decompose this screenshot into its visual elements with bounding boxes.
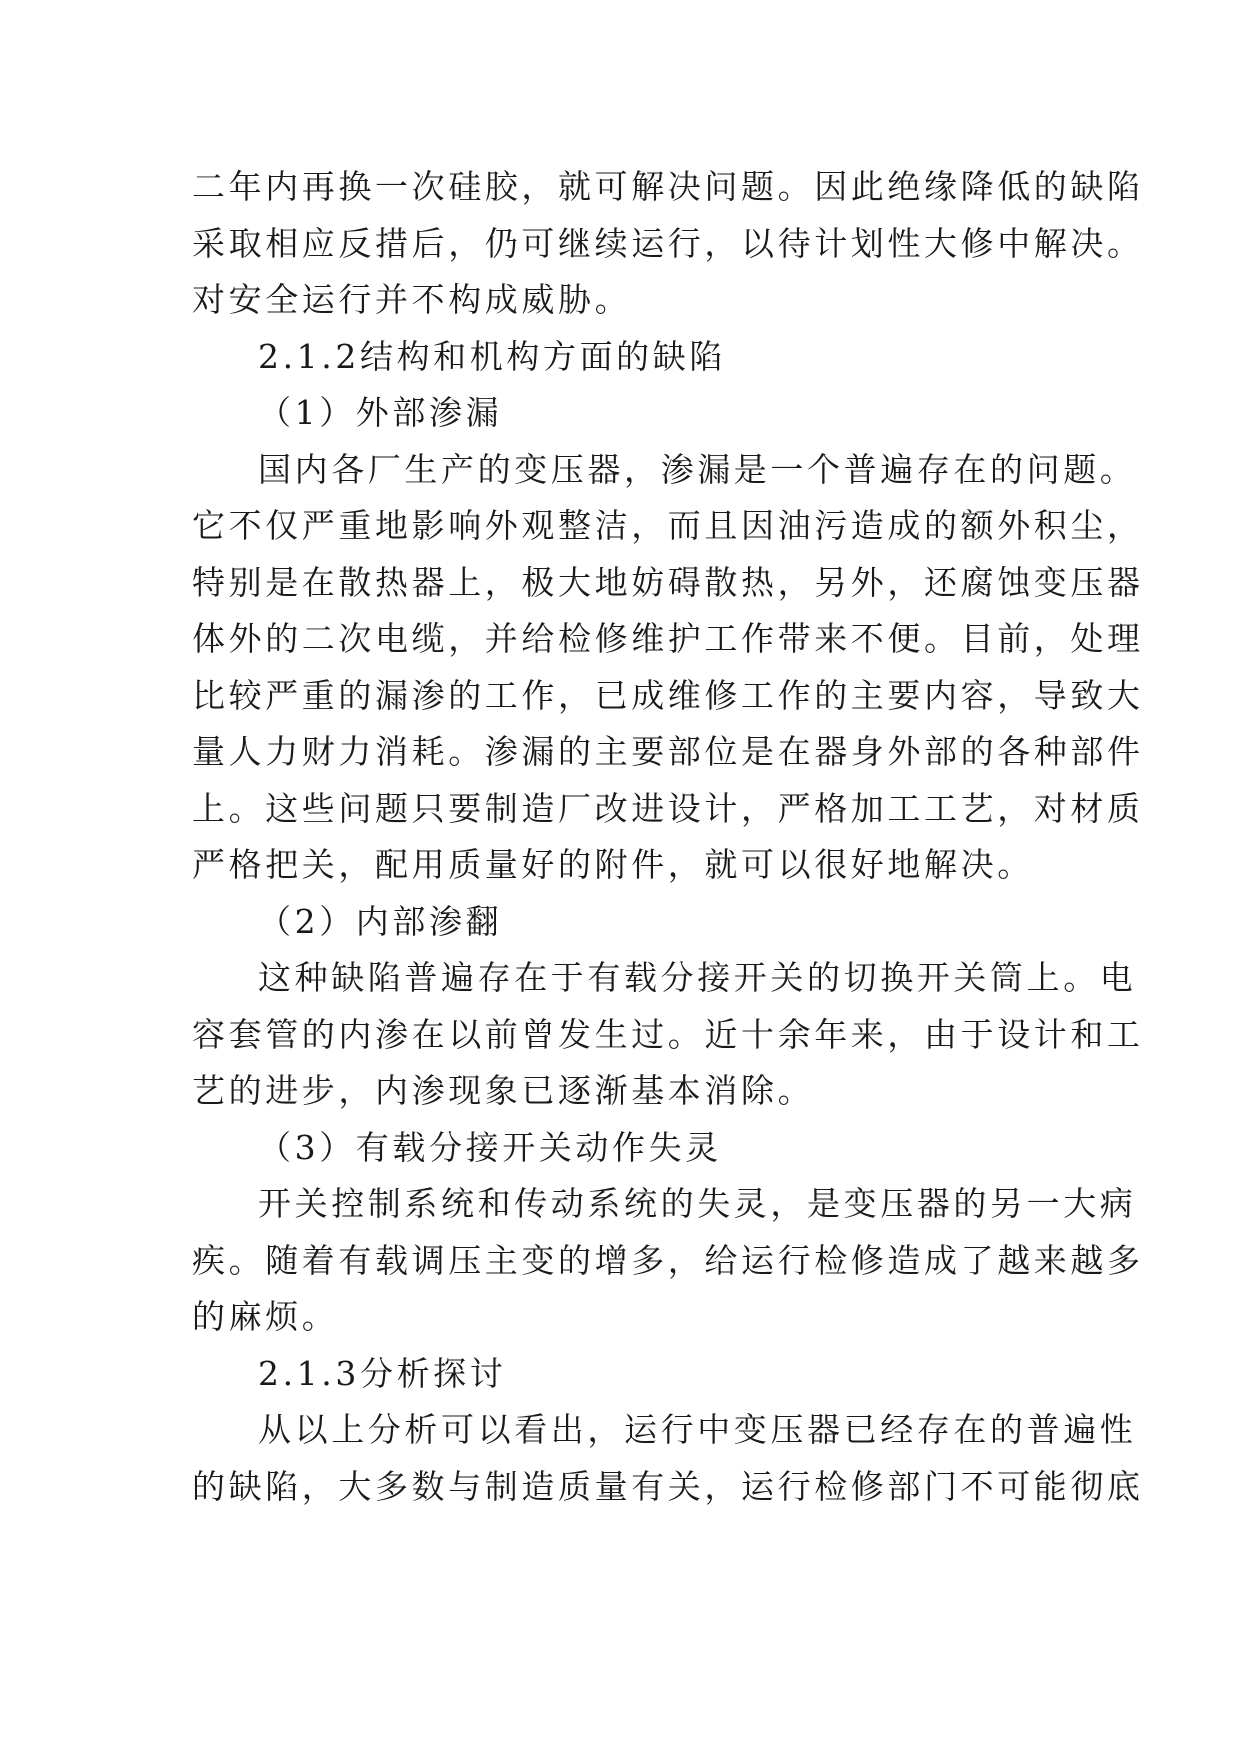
text-line-10: 比较严重的漏渗的工作，已成维修工作的主要内容，导致大 — [192, 676, 1144, 715]
text-line-8: 特别是在散热器上，极大地妨碍散热，另外，还腐蚀变压器 — [192, 563, 1144, 602]
subheading-tap-changer-failure: （3）有载分接开关动作失灵 — [258, 1128, 722, 1167]
section-heading-2-1-3: 2.1.3分析探讨 — [258, 1354, 507, 1393]
text-line-7: 它不仅严重地影响外观整洁，而且因油污造成的额外积尘， — [192, 506, 1144, 545]
text-line-11: 量人力财力消耗。渗漏的主要部位是在器身外部的各种部件 — [192, 732, 1144, 771]
text-line-24: 的缺陷，大多数与制造质量有关，运行检修部门不可能彻底 — [192, 1467, 1144, 1506]
text-line-13: 严格把关，配用质量好的附件，就可以很好地解决。 — [192, 845, 1034, 884]
text-line-19: 开关控制系统和传动系统的失灵，是变压器的另一大病 — [258, 1184, 1137, 1223]
subheading-internal-leakage: （2）内部渗翻 — [258, 902, 503, 941]
text-line-21: 的麻烦。 — [192, 1297, 339, 1336]
text-line-1: 二年内再换一次硅胶，就可解决问题。因此绝缘降低的缺陷 — [192, 167, 1144, 206]
text-line-23: 从以上分析可以看出，运行中变压器已经存在的普遍性 — [258, 1410, 1137, 1449]
text-line-15: 这种缺陷普遍存在于有载分接开关的切换开关筒上。电 — [258, 958, 1137, 997]
text-line-9: 体外的二次电缆，并给检修维护工作带来不便。目前，处理 — [192, 619, 1144, 658]
text-line-17: 艺的进步，内渗现象已逐渐基本消除。 — [192, 1071, 815, 1110]
subheading-external-leakage: （1）外部渗漏 — [258, 393, 503, 432]
section-heading-2-1-2: 2.1.2结构和机构方面的缺陷 — [258, 337, 726, 376]
text-line-20: 疾。随着有载调压主变的增多，给运行检修造成了越来越多 — [192, 1241, 1144, 1280]
text-line-16: 容套管的内渗在以前曾发生过。近十余年来，由于设计和工 — [192, 1015, 1144, 1054]
text-line-3: 对安全运行并不构成威胁。 — [192, 280, 632, 319]
text-line-12: 上。这些问题只要制造厂改进设计，严格加工工艺，对材质 — [192, 789, 1144, 828]
text-line-6: 国内各厂生产的变压器，渗漏是一个普遍存在的问题。 — [258, 450, 1137, 489]
text-line-2: 采取相应反措后，仍可继续运行，以待计划性大修中解决。 — [192, 224, 1144, 263]
